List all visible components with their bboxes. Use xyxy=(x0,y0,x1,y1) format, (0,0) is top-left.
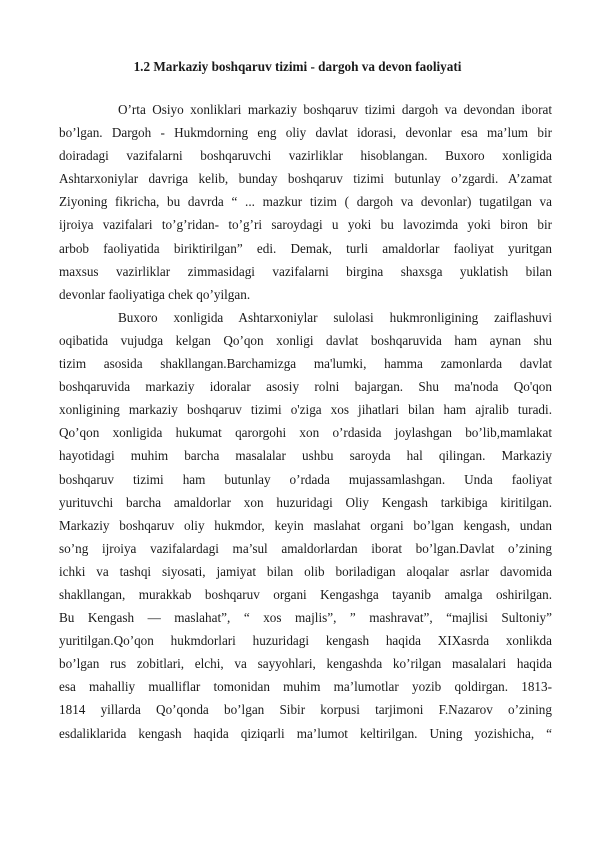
text-line: so’ng ijroiya vazifalardagi ma’sul amaldorlardan iborat bo’lgan.Davlat o’zining xyxy=(59,540,552,556)
section-title: 1.2 Markaziy boshqaruv tizimi - dargoh va devon faoliyati xyxy=(133,59,462,74)
text-line: esa mahalliy mualliflar tomonidan muhim ma’lumotlar yozib qoldirgan. 1813- xyxy=(59,679,552,695)
text-line: Bu Kengash — maslahat”, “ xos majlis”, ” mashravat”, “majlisi Sultoniy” xyxy=(59,610,552,626)
text-line: O’rta Osiyo xonliklari markaziy boshqaruv tizimi dargoh va devondan iborat xyxy=(118,102,552,117)
text-line: ichki va tashqi siyosati, jamiyat bilan olib boriladigan aloqalar asrlar davomida xyxy=(59,563,552,579)
text-line: tizim asosida shakllangan.Barchamizga ma'lumki, hamma zamonlarda davlat xyxy=(59,356,552,372)
text-line: 1814 yillarda Qo’qonda bo’lgan Sibir korpusi tarjimoni F.Nazarov o’zining xyxy=(59,702,552,718)
text-line: bo’lgan rus zobitlari, elchi, va sayyohlari, kengashda ko’rilgan masalalari haqida xyxy=(59,656,552,672)
text-line: Buxoro xonligida Ashtarxoniylar sulolasi hukmronligining zaiflashuvi xyxy=(118,309,552,325)
text-line: arbob faoliyatida biriktirilgan” edi. Demak, turli amaldorlar faoliyat yuritgan xyxy=(59,240,552,256)
text-line: ijroiya vazifalari to’g’ridan- to’g’ri saroydagi u yoki bu lavozimda yoki biron bir xyxy=(59,217,552,233)
text-line: devonlar faoliyatiga chek qo’yilgan. xyxy=(59,286,251,302)
text-line: esdaliklarida kengash haqida qiziqarli ma’lumot keltirilgan. Uning yozishicha, “ xyxy=(59,725,552,741)
text-line: boshqaruv tizimi ham butunlay o’rdada mujassamlashgan. Unda faoliyat xyxy=(59,471,552,487)
text-line: oqibatida vujudga kelgan Qo’qon xonligi davlat boshqaruvida ham aynan shu xyxy=(59,332,552,348)
text-line: shakllangan, murakkab boshqaruv organi Kengashga tayanib amalga oshirilgan. xyxy=(59,586,552,602)
text-line: boshqaruvida markaziy idoralar asosiy rolni bajargan. Shu ma'noda Qo'qon xyxy=(59,379,552,395)
body-text xyxy=(59,98,552,745)
text-line: Ziyoning fikricha, bu davrda “ ... mazkur tizim ( dargoh va devonlar) tugatilgan va xyxy=(59,194,552,210)
text-line: yurituvchi barcha amaldorlar xon huzuridagi Oliy Kengash tarkibiga kiritilgan. xyxy=(59,494,552,510)
text-line: xonligining markaziy boshqaruv tizimi o'ziga xos jihatlari bilan ham ajralib turadi. xyxy=(59,402,552,418)
text-line: doiradagi vazifalarni boshqaruvchi vazirliklar hisoblangan. Buxoro xonligida xyxy=(59,148,552,164)
text-line: Ashtarxoniylar davriga kelib, bunday boshqaruv tizimi butunlay o’zgardi. A’zamat xyxy=(59,171,552,187)
text-line: bo’lgan. Dargoh - Hukmdorning eng oliy davlat idorasi, devonlar esa ma’lum bir xyxy=(59,125,552,141)
text-line: maxsus vazirliklar zimmasidagi vazifalarni birgina shaxsga yuklatish bilan xyxy=(59,263,552,279)
text-line: hayotidagi muhim barcha masalalar ushbu saroyda hal qilingan. Markaziy xyxy=(59,448,552,464)
text-line: Markaziy boshqaruv oliy hukmdor, keyin maslahat organi bo’lgan kengash, undan xyxy=(59,517,552,533)
text-line: yuritilgan.Qo’qon hukmdorlari huzuridagi kengash haqida XIXasrda xonlikda xyxy=(59,633,552,649)
text-line: Qo’qon xonligida hukumat qarorgohi xon o’rdasida joylashgan bo’lib,mamlakat xyxy=(59,425,552,441)
